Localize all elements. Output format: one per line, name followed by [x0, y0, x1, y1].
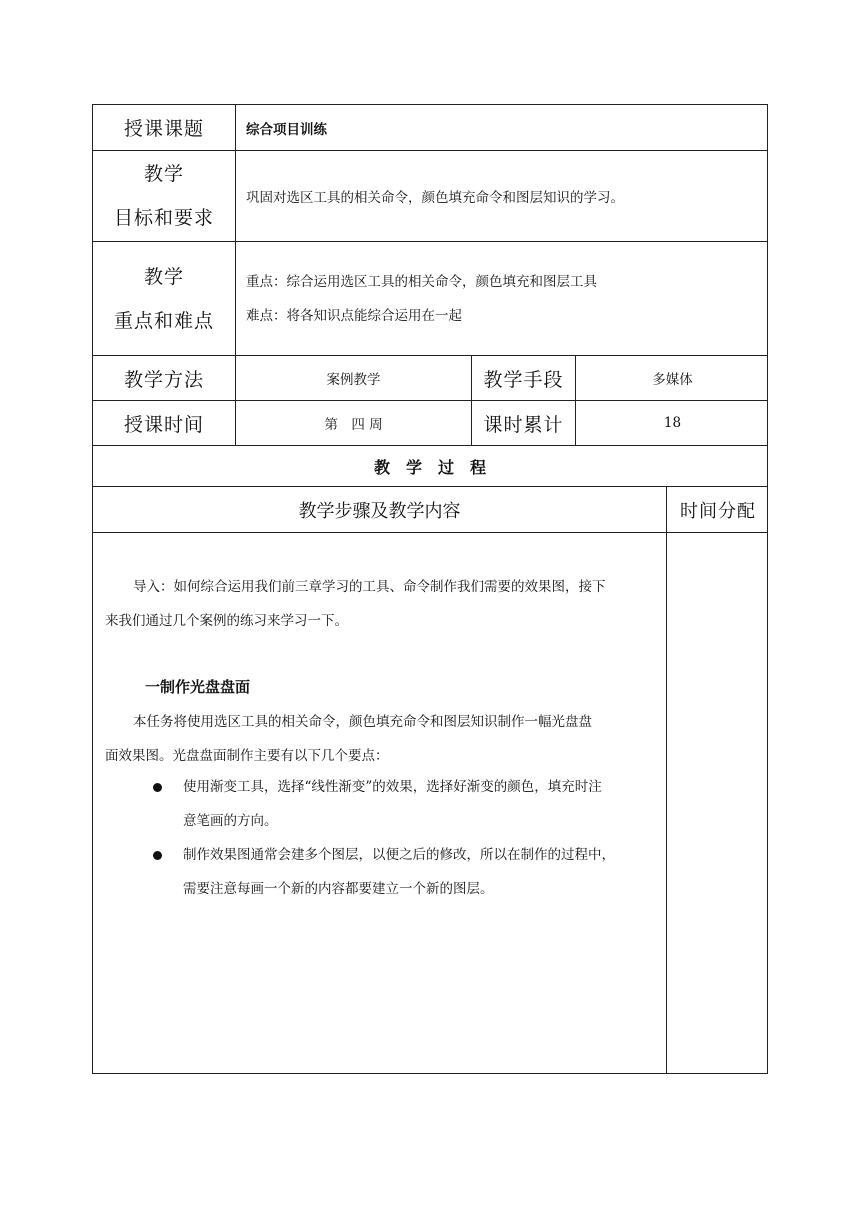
bullet2-line-2: 需要注意每画一个新的内容都要建立一个新的图层。 — [183, 881, 494, 897]
key-value — [236, 242, 769, 355]
task-line-2: 面效果图。光盘盘面制作主要有以下几个要点： — [105, 748, 389, 764]
process-title-row — [93, 446, 767, 487]
hours-value: 18 — [663, 415, 682, 431]
key-label-line1: 教学 — [143, 265, 184, 288]
method-row — [93, 356, 767, 401]
bullet1-line-2: 意笔画的方向。 — [183, 813, 278, 829]
goal-value: 巩固对选区工具的相关命令，颜色填充命令和图层知识的学习。 — [246, 190, 624, 206]
bullet-dot-icon — [153, 783, 162, 792]
teaching-content — [93, 533, 667, 1074]
bullet-dot-icon — [153, 851, 162, 860]
key-row — [93, 242, 767, 356]
key-point-text: 重点：综合运用选区工具的相关命令，颜色填充和图层工具 — [246, 273, 597, 290]
time-label: 授课时间 — [93, 401, 236, 445]
goal-row — [93, 151, 767, 242]
means-label: 教学手段 — [472, 356, 576, 400]
time-row — [93, 401, 767, 446]
topic-row — [93, 105, 767, 151]
goal-label-line1: 教学 — [143, 163, 184, 185]
section-title: 一制作光盘盘面 — [145, 678, 251, 696]
topic-value: 综合项目训练 — [246, 121, 327, 138]
intro-line-1: 导入：如何综合运用我们前三章学习的工具、命令制作我们需要的效果图，接下 — [133, 579, 606, 595]
steps-header: 教学步骤及教学内容 — [93, 487, 667, 532]
time-value: 第 四 周 — [236, 401, 472, 445]
key-label-line2: 重点和难点 — [113, 309, 214, 332]
means-value: 多媒体 — [652, 372, 693, 388]
process-title: 教 学 过 程 — [373, 457, 486, 477]
key-label — [93, 242, 236, 355]
time-allocation-header: 时间分配 — [680, 500, 756, 522]
bullet1-line-1: 使用渐变工具，选择“线性渐变”的效果，选择好渐变的颜色，填充时注 — [183, 779, 602, 795]
topic-label: 授课课题 — [93, 105, 236, 150]
goal-label-line2: 目标和要求 — [113, 207, 214, 229]
intro-line-2: 来我们通过几个案例的练习来学习一下。 — [105, 613, 348, 629]
difficulty-text: 难点：将各知识点能综合运用在一起 — [246, 307, 462, 324]
steps-header-row — [93, 487, 767, 533]
method-value: 案例教学 — [236, 356, 472, 400]
bullet2-line-1: 制作效果图通常会建多个图层，以便之后的修改，所以在制作的过程中， — [183, 847, 615, 863]
goal-label — [93, 151, 236, 241]
task-line-1: 本任务将使用选区工具的相关命令，颜色填充命令和图层知识制作一幅光盘盘 — [133, 714, 592, 730]
hours-label: 课时累计 — [472, 401, 576, 445]
lesson-plan-table — [92, 104, 768, 1074]
method-label: 教学方法 — [93, 356, 236, 400]
